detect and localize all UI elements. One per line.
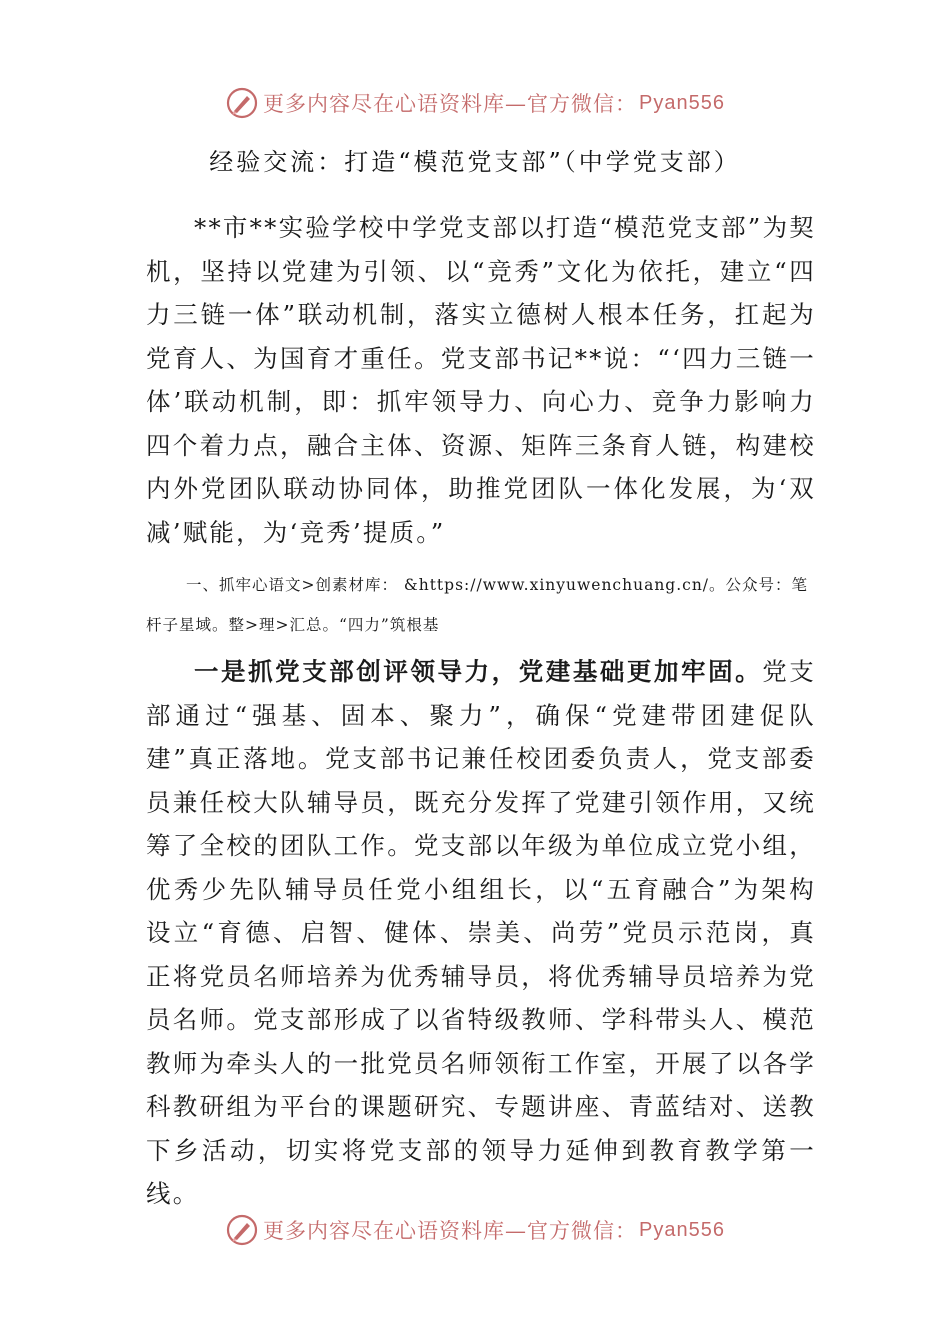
watermark-header: [0, 83, 950, 123]
watermark-wechat-id: Pyan556: [639, 1218, 725, 1241]
watermark-wechat-id: Pyan556: [639, 91, 725, 114]
watermark-text: 更多内容尽在心语资料库—官方微信：: [263, 92, 638, 116]
paragraph-body: 党支部通过“强基、固本、聚力”，确保“党建带团建促队建”真正落地。党支部书记兼任校团委负责人，党支部委员兼任校大队辅导员，既充分发挥了党建引领作用，又统筹了全校的团队工作。党支部以年级为单位成立党小组，优秀少先队辅导员任党小组组长，以“五育融合”为架构设立“育德、启智、健体、崇美、尚劳”党员示范岗，真正将党员名师培养为优秀辅导员，将优秀辅导员培养为党员名师。党支部形成了以省特级教师、学科带头人、模范教师为牵头人的一批党员名师领衔工作室，开展了以各学科教研组为平台的课题研究、专题讲座、青蓝结对、送教下乡活动，切实将党支部的领导力延伸到教育教学第一线。: [146, 657, 816, 1208]
body-paragraph: [146, 650, 816, 1216]
paragraph-lead: 一是抓党支部创评领导力，党建基础更加牢固。: [194, 657, 763, 686]
watermark-footer: [0, 1210, 950, 1250]
intro-paragraph: **市**实验学校中学党支部以打造“模范党支部”为契机，坚持以党建为引领、以“竞秀”文化为依托，建立“四力三链一体”联动机制，落实立德树人根本任务，扛起为党育人、为国育才重任。党支部书记**说：“‘四力三链一体’联动机制，即：抓牢领导力、向心力、竞争力影响力四个着力点，融合主体、资源、矩阵三条育人链，构建校内外党团队联动协同体，助推党团队一体化发展，为‘双减’赋能，为‘竞秀’提质。”: [146, 213, 816, 547]
pen-logo-icon: [225, 86, 259, 120]
document-title: 经验交流：打造“模范党支部”（中学党支部）: [209, 148, 741, 176]
section-heading: 一、抓牢心语文>创素材库： &https://www.xinyuwenchuang.cn/。公众号：笔杆子星域。整>理>汇总。“四力”筑根基: [146, 576, 809, 634]
pen-logo-icon: [225, 1213, 259, 1247]
watermark-text: 更多内容尽在心语资料库—官方微信：: [263, 1219, 638, 1243]
